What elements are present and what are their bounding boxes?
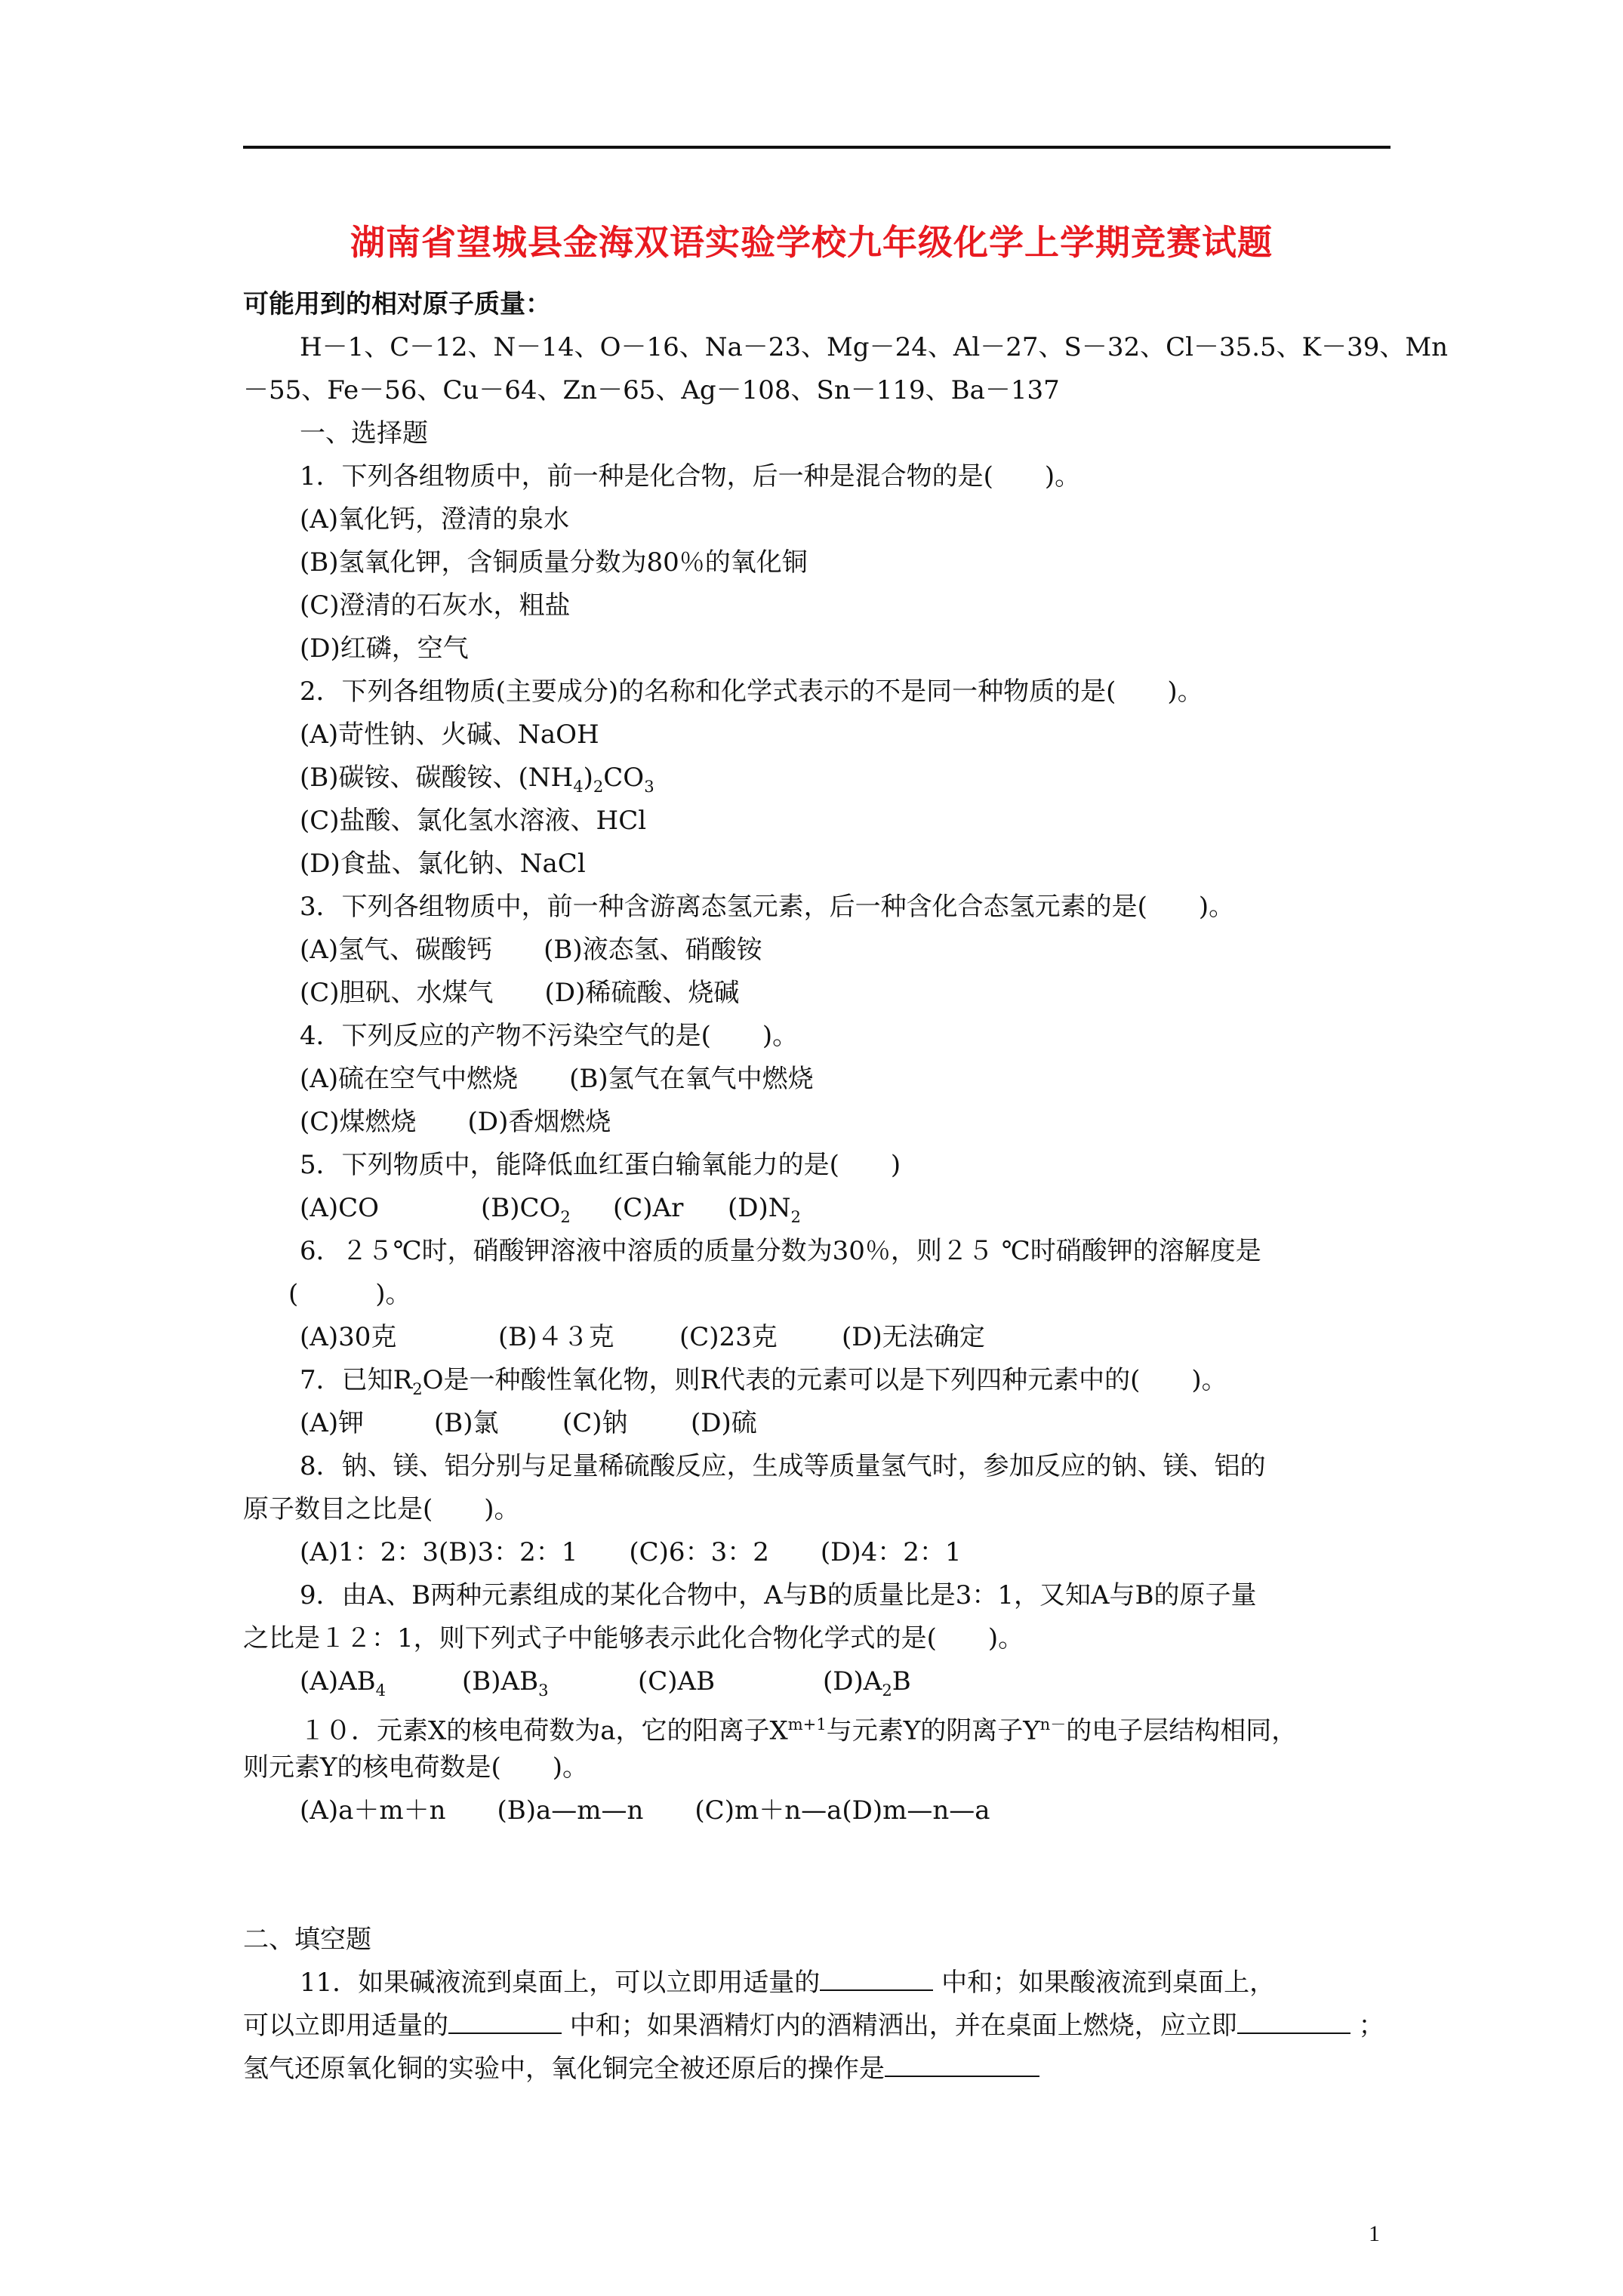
q6-stem-line-2: ( )。 xyxy=(288,1279,411,1309)
q11-line-3: 氢气还原氧化铜的实验中，氧化铜完全被还原后的操作是 xyxy=(243,2052,1039,2085)
q1-option-b: (B)氢氧化钾，含铜质量分数为80％的氧化铜 xyxy=(300,547,808,578)
q11-blank-3[interactable] xyxy=(1237,2010,1350,2034)
page-number: 1 xyxy=(1369,2221,1380,2246)
q9-stem-line-1: 9．由A、B两种元素组成的某化合物中，A与B的质量比是3：1，又知A与B的原子量 xyxy=(300,1580,1257,1610)
q6-option-c: (C)23克 xyxy=(679,1322,778,1352)
q10-options: (A)a＋m＋n (B)a—m—n (C)m＋n—a(D)m—n—a xyxy=(300,1795,990,1826)
section-heading-choice: 一、选择题 xyxy=(300,418,428,448)
q5-stem: 5．下列物质中，能降低血红蛋白输氧能力的是( ) xyxy=(300,1150,901,1180)
q5-option-c: (C)Ar xyxy=(613,1193,684,1223)
q11-line-1: 11．如果碱液流到桌面上，可以立即用适量的 中和；如果酸液流到桌面上， xyxy=(300,1968,1276,1998)
q4-options-ab: (A)硫在空气中燃烧 (B)氢气在氧气中燃烧 xyxy=(300,1064,814,1094)
q7-stem: 7．已知$R_2O$是一种酸性氧化物，则R代表的元素可以是下列四种元素中的( )。 xyxy=(300,1365,1227,1398)
q8-stem-line-2: 原子数目之比是( )。 xyxy=(243,1494,520,1524)
q7-option-d: (D)硫 xyxy=(691,1408,757,1438)
q2-option-b: (B)碳铵、碳酸铵、$(NH_4)_2CO_3$ xyxy=(300,763,654,796)
q9-option-b: $(B)AB_3$ xyxy=(462,1666,549,1700)
q9-option-a: $(A)AB_4$ xyxy=(300,1666,387,1700)
q10-stem-line-2: 则元素Y的核电荷数是( )。 xyxy=(243,1752,588,1783)
q6-stem-line-1: 6．２５℃时，硝酸钾溶液中溶质的质量分数为30％，则２５ ℃时硝酸钾的溶解度是 xyxy=(300,1236,1261,1266)
q2-option-a: (A)苛性钠、火碱、NaOH xyxy=(300,720,599,750)
header-rule xyxy=(243,146,1390,149)
q11-blank-2[interactable] xyxy=(448,2010,562,2034)
q1-option-a: (A)氧化钙，澄清的泉水 xyxy=(300,504,570,535)
q1-stem: 1．下列各组物质中，前一种是化合物，后一种是混合物的是( )。 xyxy=(300,461,1081,492)
q2-option-c: (C)盐酸、氯化氢水溶液、HCl xyxy=(300,806,647,836)
q5-option-b: $(B)CO_2$ xyxy=(481,1193,571,1226)
q2-option-d: (D)食盐、氯化钠、NaCl xyxy=(300,849,586,879)
section-heading-fill: 二、填空题 xyxy=(243,1925,371,1955)
q11-blank-4[interactable] xyxy=(885,2053,1039,2077)
q3-stem: 3．下列各组物质中，前一种含游离态氢元素，后一种含化合态氢元素的是( )。 xyxy=(300,892,1235,922)
q10-stem-line-1: １０．元素X的核电荷数为a，它的阳离子$X^{m+1}$与元素Y的阴离子$Y^{n-}$的电子层结构相同， xyxy=(300,1715,1298,1746)
q7-option-b: (B)氯 xyxy=(434,1408,499,1438)
q6-option-a: (A)30克 xyxy=(300,1322,397,1352)
q3-options-ab: (A)氢气、碳酸钙 (B)液态氢、硝酸铵 xyxy=(300,935,762,965)
q6-option-d: (D)无法确定 xyxy=(842,1322,985,1352)
q3-options-cd: (C)胆矾、水煤气 (D)稀硫酸、烧碱 xyxy=(300,978,740,1008)
q1-option-d: (D)红磷，空气 xyxy=(300,633,469,664)
q7-option-a: (A)钾 xyxy=(300,1408,365,1438)
q9-option-d: $(D)A_2B$ xyxy=(823,1666,911,1700)
q5-option-d: $(D)N_2$ xyxy=(728,1193,801,1226)
atomic-mass-line-1: H－1、C－12、N－14、O－16、Na－23、Mg－24、Al－27、S－32、Cl－35.5、K－39、Mn xyxy=(300,332,1449,362)
q4-stem: 4．下列反应的产物不污染空气的是( )。 xyxy=(300,1021,799,1051)
q6-option-b: (B)４３克 xyxy=(498,1322,614,1352)
q11-blank-1[interactable] xyxy=(820,1967,933,1991)
q8-options: (A)1：2：3(B)3：2：1 (C)6：3：2 (D)4：2：1 xyxy=(300,1537,962,1567)
atomic-mass-line-2: －55、Fe－56、Cu－64、Zn－65、Ag－108、Sn－119、Ba－137 xyxy=(243,375,1060,405)
q9-stem-line-2: 之比是１２：1，则下列式子中能够表示此化合物化学式的是( )。 xyxy=(243,1623,1024,1653)
q11-line-2: 可以立即用适量的 中和；如果酒精灯内的酒精洒出，并在桌面上燃烧，应立即 ； xyxy=(243,2011,1384,2041)
q5-option-a: (A)CO xyxy=(300,1193,379,1223)
document-title: 湖南省望城县金海双语实验学校九年级化学上学期竞赛试题 xyxy=(350,222,1273,263)
q8-stem-line-1: 8．钠、镁、铝分别与足量稀硫酸反应，生成等质量氢气时，参加反应的钠、镁、铝的 xyxy=(300,1451,1266,1481)
q7-option-c: (C)钠 xyxy=(562,1408,628,1438)
q2-stem: 2．下列各组物质(主要成分)的名称和化学式表示的不是同一种物质的是( )。 xyxy=(300,676,1203,707)
q1-option-c: (C)澄清的石灰水，粗盐 xyxy=(300,590,571,621)
q4-options-cd: (C)煤燃烧 (D)香烟燃烧 xyxy=(300,1107,611,1137)
q9-option-c: (C)AB xyxy=(638,1666,716,1697)
atomic-mass-heading: 可能用到的相对原子质量： xyxy=(243,289,551,319)
